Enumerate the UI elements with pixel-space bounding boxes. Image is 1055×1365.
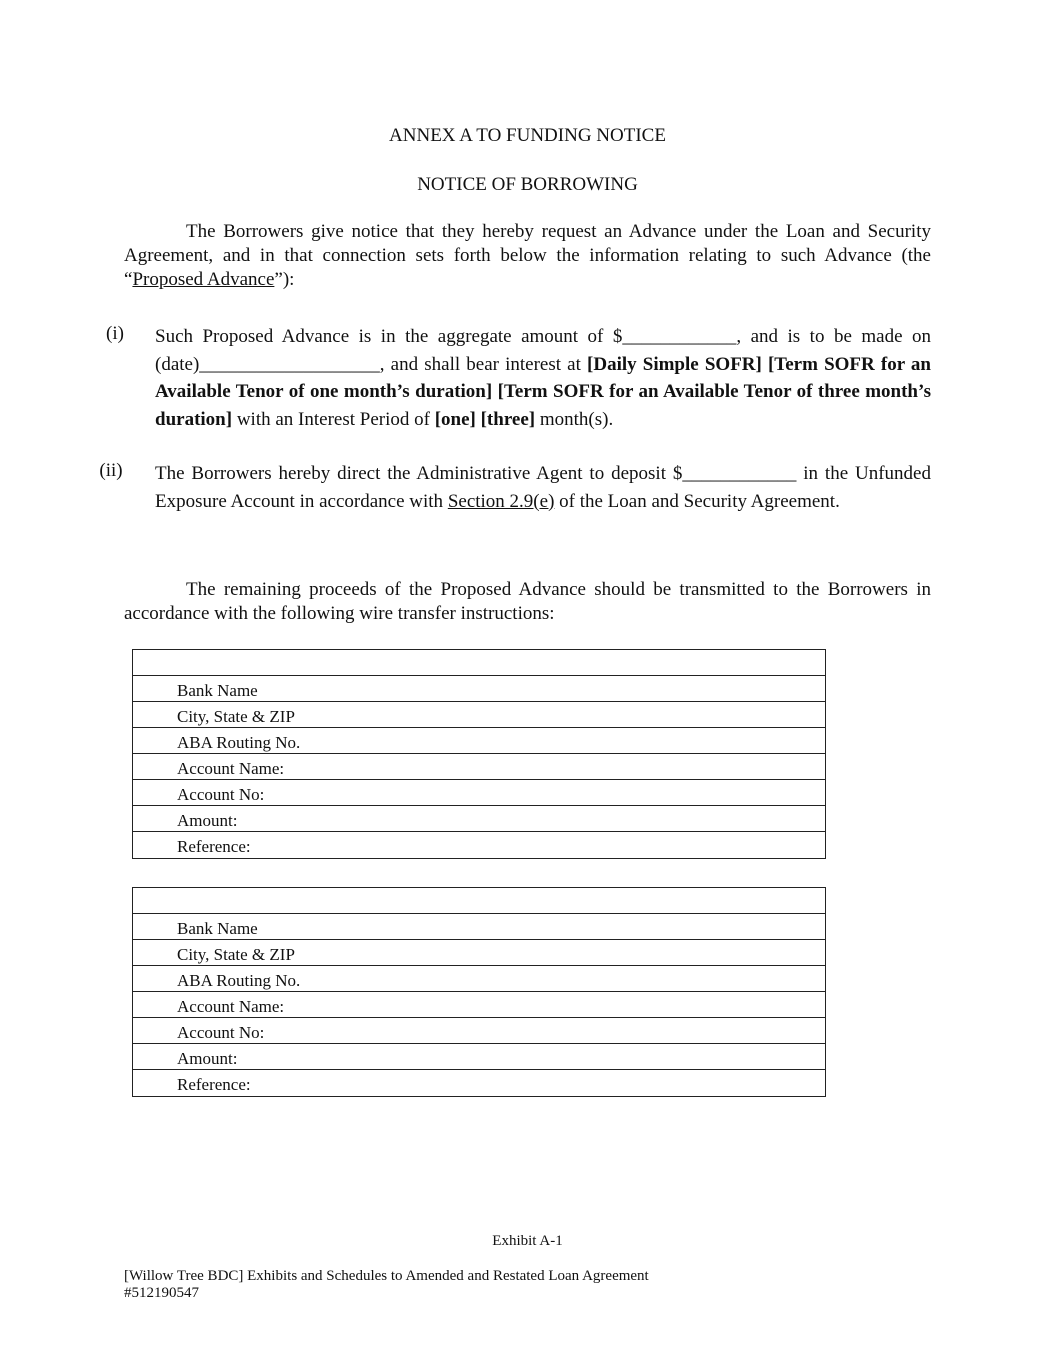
wire-row-bank-name: Bank Name [133, 914, 825, 940]
wire-table-header-row [133, 888, 825, 914]
notice-title: NOTICE OF BORROWING [417, 174, 638, 195]
wire-row-account-name: Account Name: [133, 754, 825, 780]
section-reference: Section 2.9(e) [447, 490, 555, 512]
wire-row-reference: Reference: [177, 1075, 251, 1094]
footer-document-title: [Willow Tree BDC] Exhibits and Schedules to Amended and Restated Loan Agreement [124, 1268, 649, 1284]
wire-instructions-table-1 [132, 649, 826, 859]
wire-table-header-row [133, 650, 825, 676]
exhibit-label: Exhibit A-1 [492, 1233, 563, 1249]
item-ii-number: (ii) [99, 460, 123, 481]
item-i-rate-options: [Daily Simple SOFR] [Term SOFR for an Available Tenor of one month’s duration] [Term SOFR for an Available Tenor of three month’s duration] [155, 353, 931, 430]
item-ii-body [155, 460, 931, 515]
item-i-number: (i) [106, 323, 124, 344]
wire-row-bank-name: Bank Name [133, 676, 825, 702]
footer-document-number: #512190547 [124, 1285, 199, 1301]
defined-term-proposed-advance: Proposed Advance [132, 269, 275, 290]
wire-row-aba-routing: ABA Routing No. [133, 728, 825, 754]
wire-row-amount: Amount: [133, 1044, 825, 1070]
wire-row-reference: Reference: [177, 837, 251, 856]
wire-row-account-no: Account No: [133, 1018, 825, 1044]
wire-row-city-state-zip: City, State & ZIP [133, 940, 825, 966]
intro-text-after: ”): [274, 269, 295, 290]
annex-title: ANNEX A TO FUNDING NOTICE [389, 125, 666, 146]
wire-row-city-state-zip: City, State & ZIP [133, 702, 825, 728]
item-i-text-1: Such Proposed Advance is in the aggregate amount of $____________, and is to be made on (date)___________________, and shall bear interest at [155, 326, 931, 375]
item-i-period-options: [one] [three] [434, 408, 536, 430]
closing-paragraph: The remaining proceeds of the Proposed Advance should be transmitted to the Borrowers in accordance with the following wire transfer instructions: [124, 579, 931, 624]
wire-row-account-name: Account Name: [133, 992, 825, 1018]
document-footer [124, 1268, 649, 1302]
item-i-body [155, 323, 931, 433]
wire-row-account-no: Account No: [133, 780, 825, 806]
intro-text-before: The Borrowers give notice that they hereby request an Advance under the Loan and Security Agreement, and in that connection sets forth below the information relating to such Advance (the “ [124, 221, 931, 290]
wire-row-aba-routing: ABA Routing No. [133, 966, 825, 992]
intro-paragraph [124, 220, 931, 292]
item-ii-text-2: of the Loan and Security Agreement. [554, 490, 840, 512]
wire-row-amount: Amount: [133, 806, 825, 832]
item-i-text-2: with an Interest Period of [232, 408, 435, 430]
wire-instructions-table-2 [132, 887, 826, 1097]
item-ii-text-1: The Borrowers hereby direct the Administrative Agent to deposit $____________ in the Unfunded Exposure Account in accordance with [155, 463, 931, 512]
item-i-text-3: month(s). [535, 408, 614, 430]
